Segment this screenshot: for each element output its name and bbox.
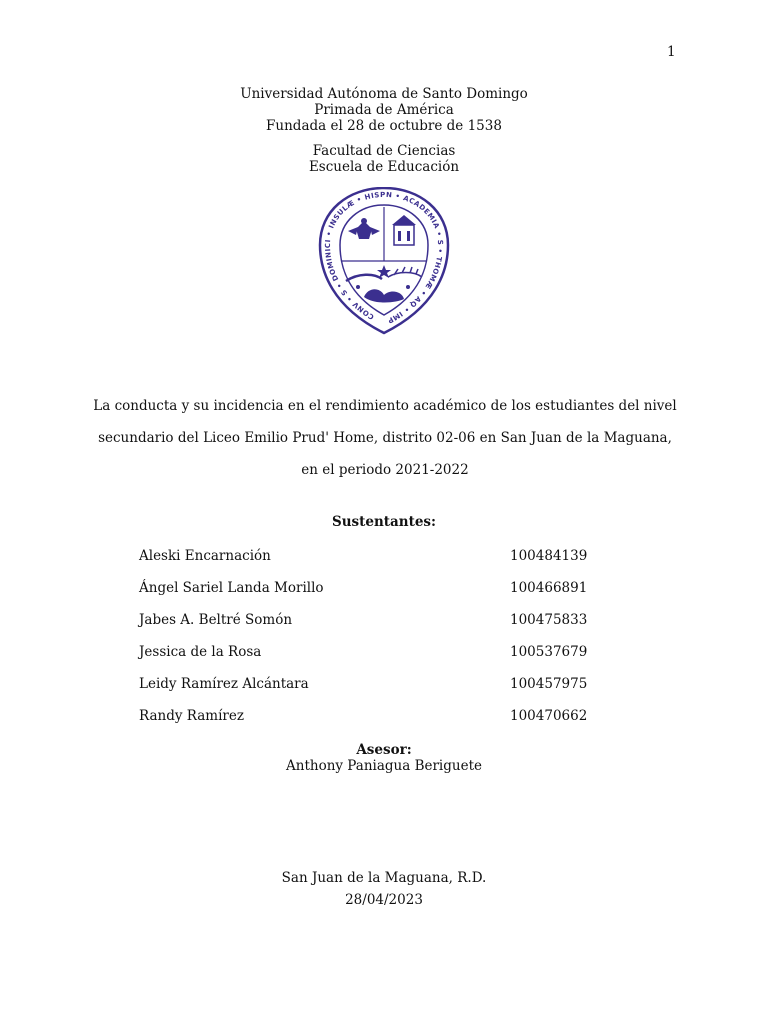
university-block <box>0 86 768 134</box>
presenter-row <box>139 708 619 740</box>
presenter-id: 100457975 <box>510 676 588 692</box>
presenter-name: Aleski Encarnación <box>139 548 271 564</box>
page-number: 1 <box>667 44 676 60</box>
place-text: San Juan de la Maguana, R.D. <box>281 870 487 886</box>
thesis-title: La conducta y su incidencia en el rendimiento académico de los estudiantes del nivel secundario del Liceo Emilio Prud' Home, distrito 02-06 en San Juan de la Maguana, en el periodo 2021-2022 <box>93 398 677 478</box>
faculty-name: Facultad de Ciencias <box>312 143 456 159</box>
presenter-id: 100470662 <box>510 708 588 724</box>
presenters-list <box>139 548 619 740</box>
presenter-name: Jessica de la Rosa <box>139 644 262 660</box>
faculty-block <box>0 143 768 175</box>
presenter-name: Leidy Ramírez Alcántara <box>139 676 309 692</box>
presenter-row <box>139 612 619 644</box>
presenter-id: 100484139 <box>510 548 588 564</box>
presenter-name: Ángel Sariel Landa Morillo <box>139 580 324 596</box>
presenter-row <box>139 676 619 708</box>
presenter-row <box>139 580 619 612</box>
advisor-heading: Asesor: <box>356 742 412 758</box>
presenter-id: 100475833 <box>510 612 588 628</box>
presenter-name: Randy Ramírez <box>139 708 244 724</box>
presenter-id: 100537679 <box>510 644 588 660</box>
school-name: Escuela de Educación <box>308 159 460 175</box>
presenter-row <box>139 548 619 580</box>
footer-block <box>0 867 768 911</box>
university-name: Universidad Autónoma de Santo Domingo <box>240 86 528 102</box>
advisor-block <box>0 742 768 774</box>
seal-ring-text: CONV • S • DOMINICI • INSULÆ • HISPN • ACADEMIA • S • THOMÆ • AQ • IMP <box>323 190 445 325</box>
date-text: 28/04/2023 <box>345 892 423 908</box>
university-founded: Fundada el 28 de octubre de 1538 <box>266 118 502 134</box>
presenter-row <box>139 644 619 676</box>
presenters-heading: Sustentantes: <box>331 514 436 530</box>
university-subtitle: Primada de América <box>314 102 454 118</box>
university-seal-icon <box>318 187 450 335</box>
presenter-name: Jabes A. Beltré Somón <box>139 612 293 628</box>
advisor-name: Anthony Paniagua Beriguete <box>286 758 482 774</box>
presenter-id: 100466891 <box>510 580 588 596</box>
